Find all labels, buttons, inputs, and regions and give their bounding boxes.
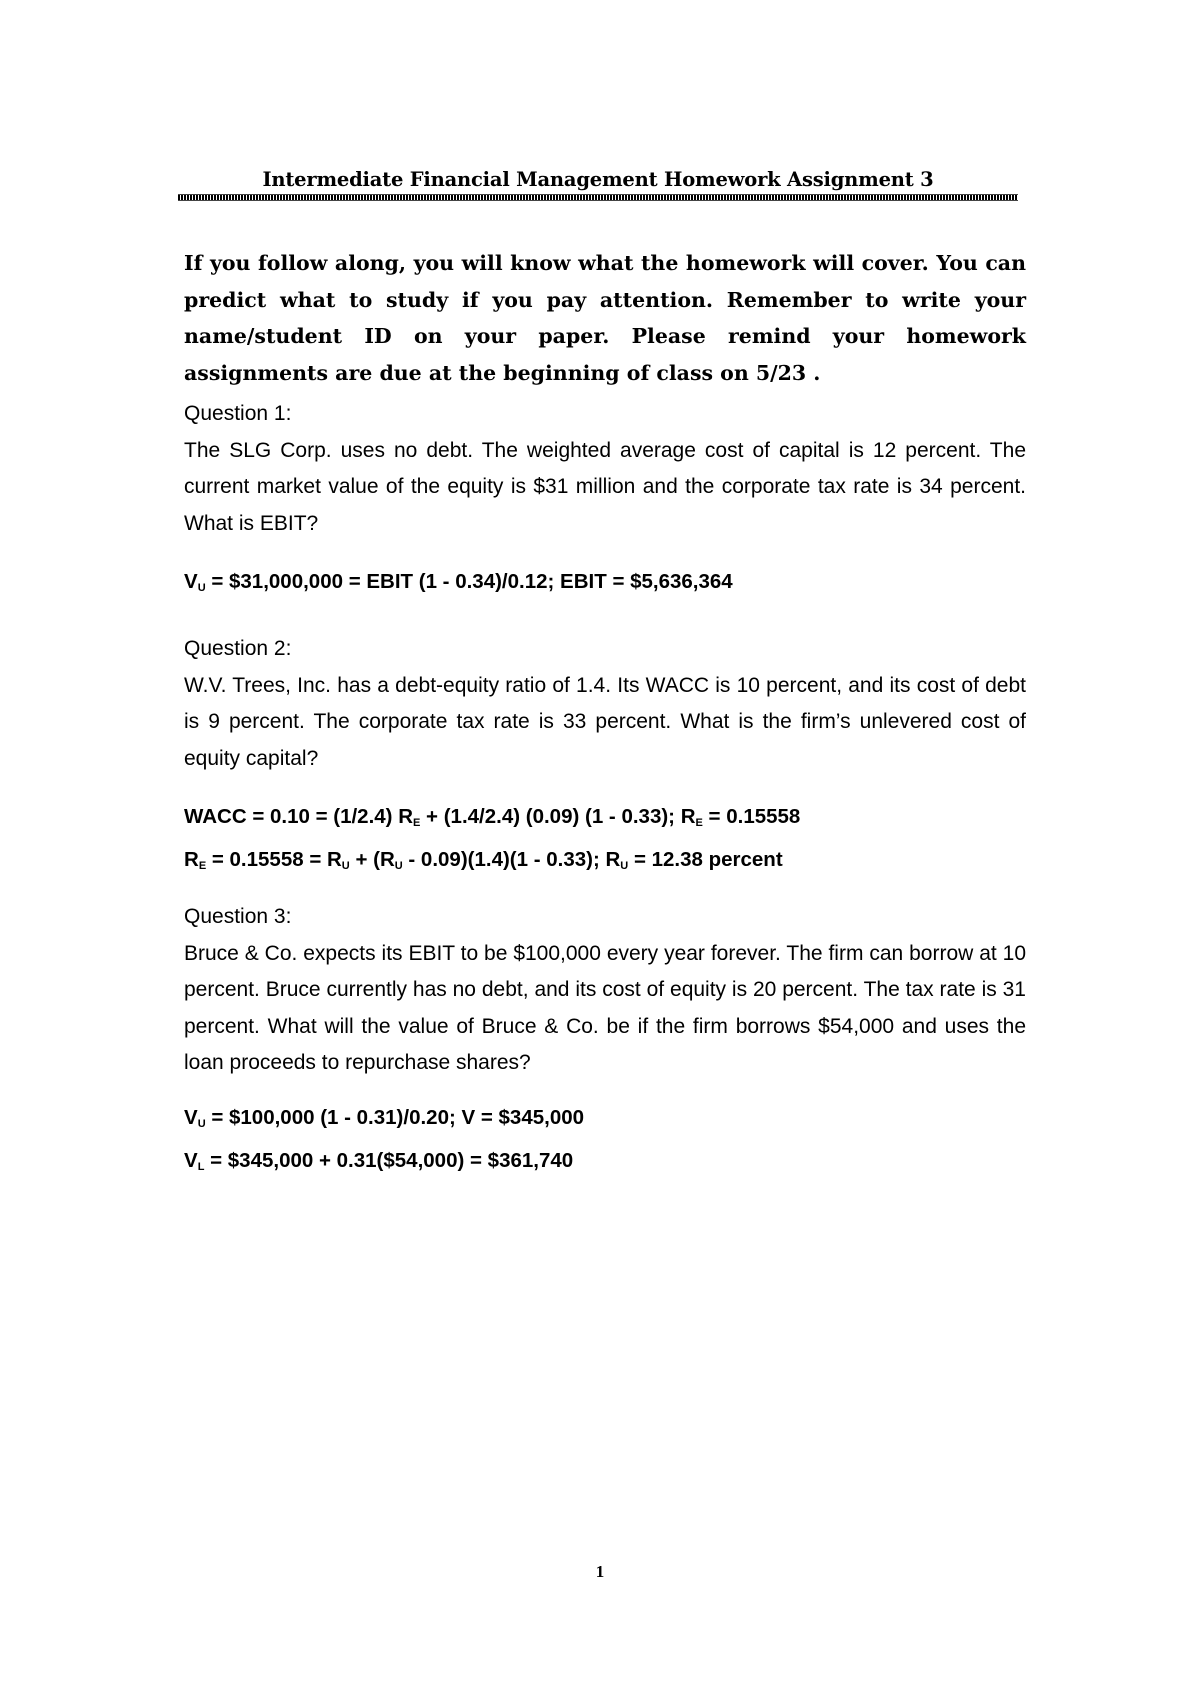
question-2-answer xyxy=(184,799,1026,884)
page-title: Intermediate Financial Management Homework Assignment 3 xyxy=(262,168,934,191)
answer-line: WACC = 0.10 = (1/2.4) $R_E + (1.4/2.4)$ (0.09) (1 - 0.33); $R_E = 0.15558$ xyxy=(184,805,801,829)
question-heading: Question 2: xyxy=(184,637,292,660)
question-1-answer xyxy=(184,564,1026,607)
intro-paragraph: If you follow along, you will know what the homework will cover. You can predict what to study if you pay attention. Remember to write your name/student ID on your paper. Please remind your homework assignments are due at the beginning of class on 5/23 . xyxy=(184,251,1026,385)
page-header xyxy=(178,168,1018,208)
subscript: E xyxy=(198,859,207,872)
question-2 xyxy=(184,631,1026,777)
question-3 xyxy=(184,899,1026,1082)
question-3-answer xyxy=(184,1100,1026,1185)
subscript: U xyxy=(620,859,629,872)
answer-line: $V_U$ = $100,000 (1 - 0.31)/0.20; V = $345,000 xyxy=(184,1106,585,1130)
subscript: U xyxy=(197,582,206,594)
subscript: U xyxy=(197,1118,206,1130)
question-text: Bruce & Co. expects its EBIT to be $100,000 every year forever. The firm can borrow at 10 percent. Bruce currently has no debt, and its cost of equity is 20 percent. The tax rate is 31 percent. What will the value of Bruce & Co. be if the firm borrows $54,000 and uses the loan proceeds to repurchase shares? xyxy=(184,941,1026,1074)
subscript: E xyxy=(413,817,421,829)
question-text: W.V. Trees, Inc. has a debt-equity ratio of 1.4. Its WACC is 10 percent, and its cost of debt is 9 percent. The corporate tax rate is 33 percent. What is the firm’s unlevered cost of equity capital? xyxy=(184,673,1026,770)
header-rule xyxy=(178,194,1018,201)
question-heading: Question 3: xyxy=(184,905,292,928)
answer-line: $V_L$ = $345,000 + 0.31($54,000) = $361,740 xyxy=(184,1148,574,1173)
subscript: U xyxy=(341,859,350,872)
question-text: The SLG Corp. uses no debt. The weighted average cost of capital is 12 percent. The current market value of the equity is $31 million and the corporate tax rate is 34 percent. What is EBIT? xyxy=(184,438,1026,535)
answer-line: $R_E = 0.15558 = R_U + (R_U - 0.09)(1.4)(1 - 0.33)$; $R_U = 12.38$ percent xyxy=(184,847,783,872)
question-heading: Question 1: xyxy=(184,402,292,425)
subscript: L xyxy=(197,1160,205,1173)
page-number: 1 xyxy=(595,1562,605,1581)
subscript: U xyxy=(394,859,403,872)
answer-line: $V_U$ = $31,000,000 = EBIT (1 - 0.34)/0.12; EBIT = $5,636,364 xyxy=(184,570,733,594)
subscript: E xyxy=(695,817,703,829)
question-1 xyxy=(184,396,1026,542)
